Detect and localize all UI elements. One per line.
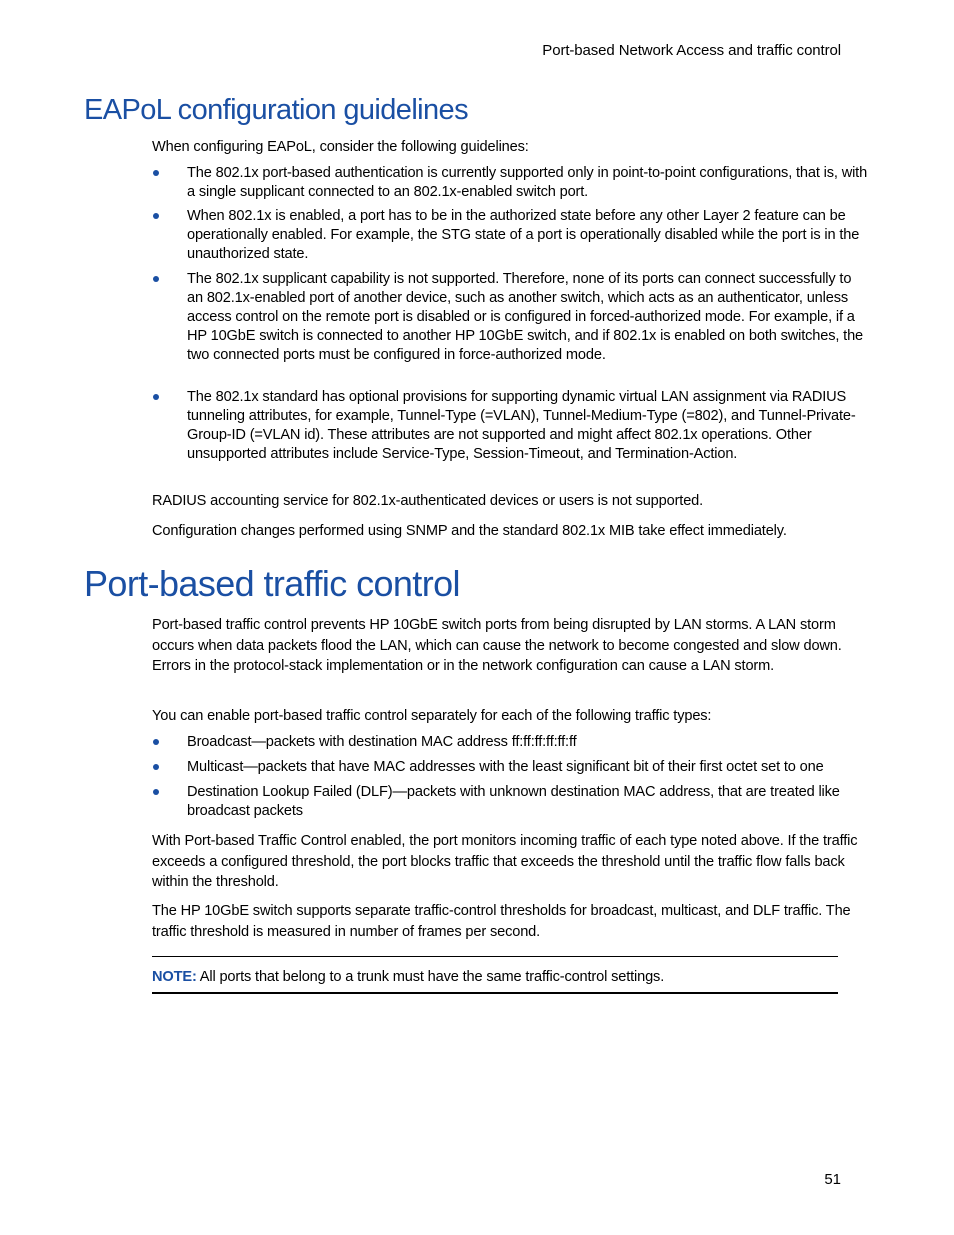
body-paragraph: You can enable port-based traffic control separately for each of the following traffic types: bbox=[152, 708, 712, 724]
list-item: The 802.1x port-based authentication is currently supported only in point-to-point configurations, that is, with a single supplicant connected to an 802.1x-enabled switch port. bbox=[152, 164, 870, 202]
traffic-type-list bbox=[152, 733, 870, 752]
traffic-type-list bbox=[152, 783, 870, 821]
list-item: Broadcast—packets with destination MAC address ff:ff:ff:ff:ff:ff bbox=[152, 733, 870, 752]
traffic-type-list bbox=[152, 758, 870, 777]
section-heading-traffic-control: Port-based traffic control bbox=[84, 563, 460, 604]
list-item: Multicast—packets that have MAC addresses with the least significant bit of their first octet set to one bbox=[152, 758, 870, 777]
page-number: 51 bbox=[824, 1171, 841, 1188]
bullet-icon bbox=[153, 276, 159, 282]
bullet-icon bbox=[153, 394, 159, 400]
bullet-icon bbox=[153, 170, 159, 176]
body-paragraph: Configuration changes performed using SNMP and the standard 802.1x MIB take effect immediately. bbox=[152, 523, 787, 539]
note-text-line bbox=[152, 968, 664, 987]
body-paragraph: The HP 10GbE switch supports separate traffic-control thresholds for broadcast, multicast, and DLF traffic. The traffic threshold is measured in number of frames per second. bbox=[152, 903, 851, 940]
note-text: All ports that belong to a trunk must have the same traffic-control settings. bbox=[199, 969, 665, 985]
eapol-guideline-list bbox=[152, 207, 870, 264]
eapol-guideline-list bbox=[152, 164, 870, 202]
list-item: Destination Lookup Failed (DLF)—packets with unknown destination MAC address, that are treated like broadcast packets bbox=[152, 783, 870, 821]
eapol-guideline-list bbox=[152, 388, 870, 464]
bullet-icon bbox=[153, 789, 159, 795]
running-header: Port-based Network Access and traffic control bbox=[542, 42, 841, 59]
body-paragraph: With Port-based Traffic Control enabled, the port monitors incoming traffic of each type noted above. If the traffic exceeds a configured threshold, the port blocks traffic that exceeds the threshold until the traffic flow falls back within the threshold. bbox=[152, 833, 858, 890]
body-paragraph: RADIUS accounting service for 802.1x-authenticated devices or users is not supported. bbox=[152, 493, 704, 509]
note-label: NOTE: bbox=[152, 969, 197, 985]
note-box bbox=[152, 956, 838, 994]
list-item: The 802.1x supplicant capability is not supported. Therefore, none of its ports can connect successfully to an 802.1x-enabled port of another device, such as another switch, which acts as an authenticator, unless access control on the remote port is disabled or is configured in forced-authorized mode. For example, if a HP 10GbE switch is connected to another HP 10GbE switch, and if 802.1x is enabled on both switches, the two connected ports must be configured in force-authorized mode. bbox=[152, 270, 870, 365]
bullet-icon bbox=[153, 739, 159, 745]
body-paragraph: Port-based traffic control prevents HP 10GbE switch ports from being disrupted by LAN storms. A LAN storm occurs when data packets flood the LAN, which can cause the network to become congested and slow down. Errors in the protocol-stack implementation or in the network configuration can cause a LAN storm. bbox=[152, 617, 842, 674]
bullet-icon bbox=[153, 764, 159, 770]
list-item: When 802.1x is enabled, a port has to be in the authorized state before any other Layer 2 feature can be operationally enabled. For example, the STG state of a port is operationally disabled while the port is in the unauthorized state. bbox=[152, 207, 870, 264]
section-eapol-intro bbox=[152, 138, 870, 157]
section-heading-eapol: EAPoL configuration guidelines bbox=[84, 94, 468, 126]
list-item: The 802.1x standard has optional provisions for supporting dynamic virtual LAN assignment via RADIUS tunneling attributes, for example, Tunnel-Type (=VLAN), Tunnel-Medium-Type (=802), and Tunnel-Private-Group-ID (=VLAN id). These attributes are not supported and might affect 802.1x operations. Other unsupported attributes include Service-Type, Session-Timeout, and Termination-Action. bbox=[152, 388, 870, 464]
intro-paragraph: When configuring EAPoL, consider the following guidelines: bbox=[152, 139, 529, 155]
eapol-guideline-list bbox=[152, 270, 870, 365]
bullet-icon bbox=[153, 213, 159, 219]
